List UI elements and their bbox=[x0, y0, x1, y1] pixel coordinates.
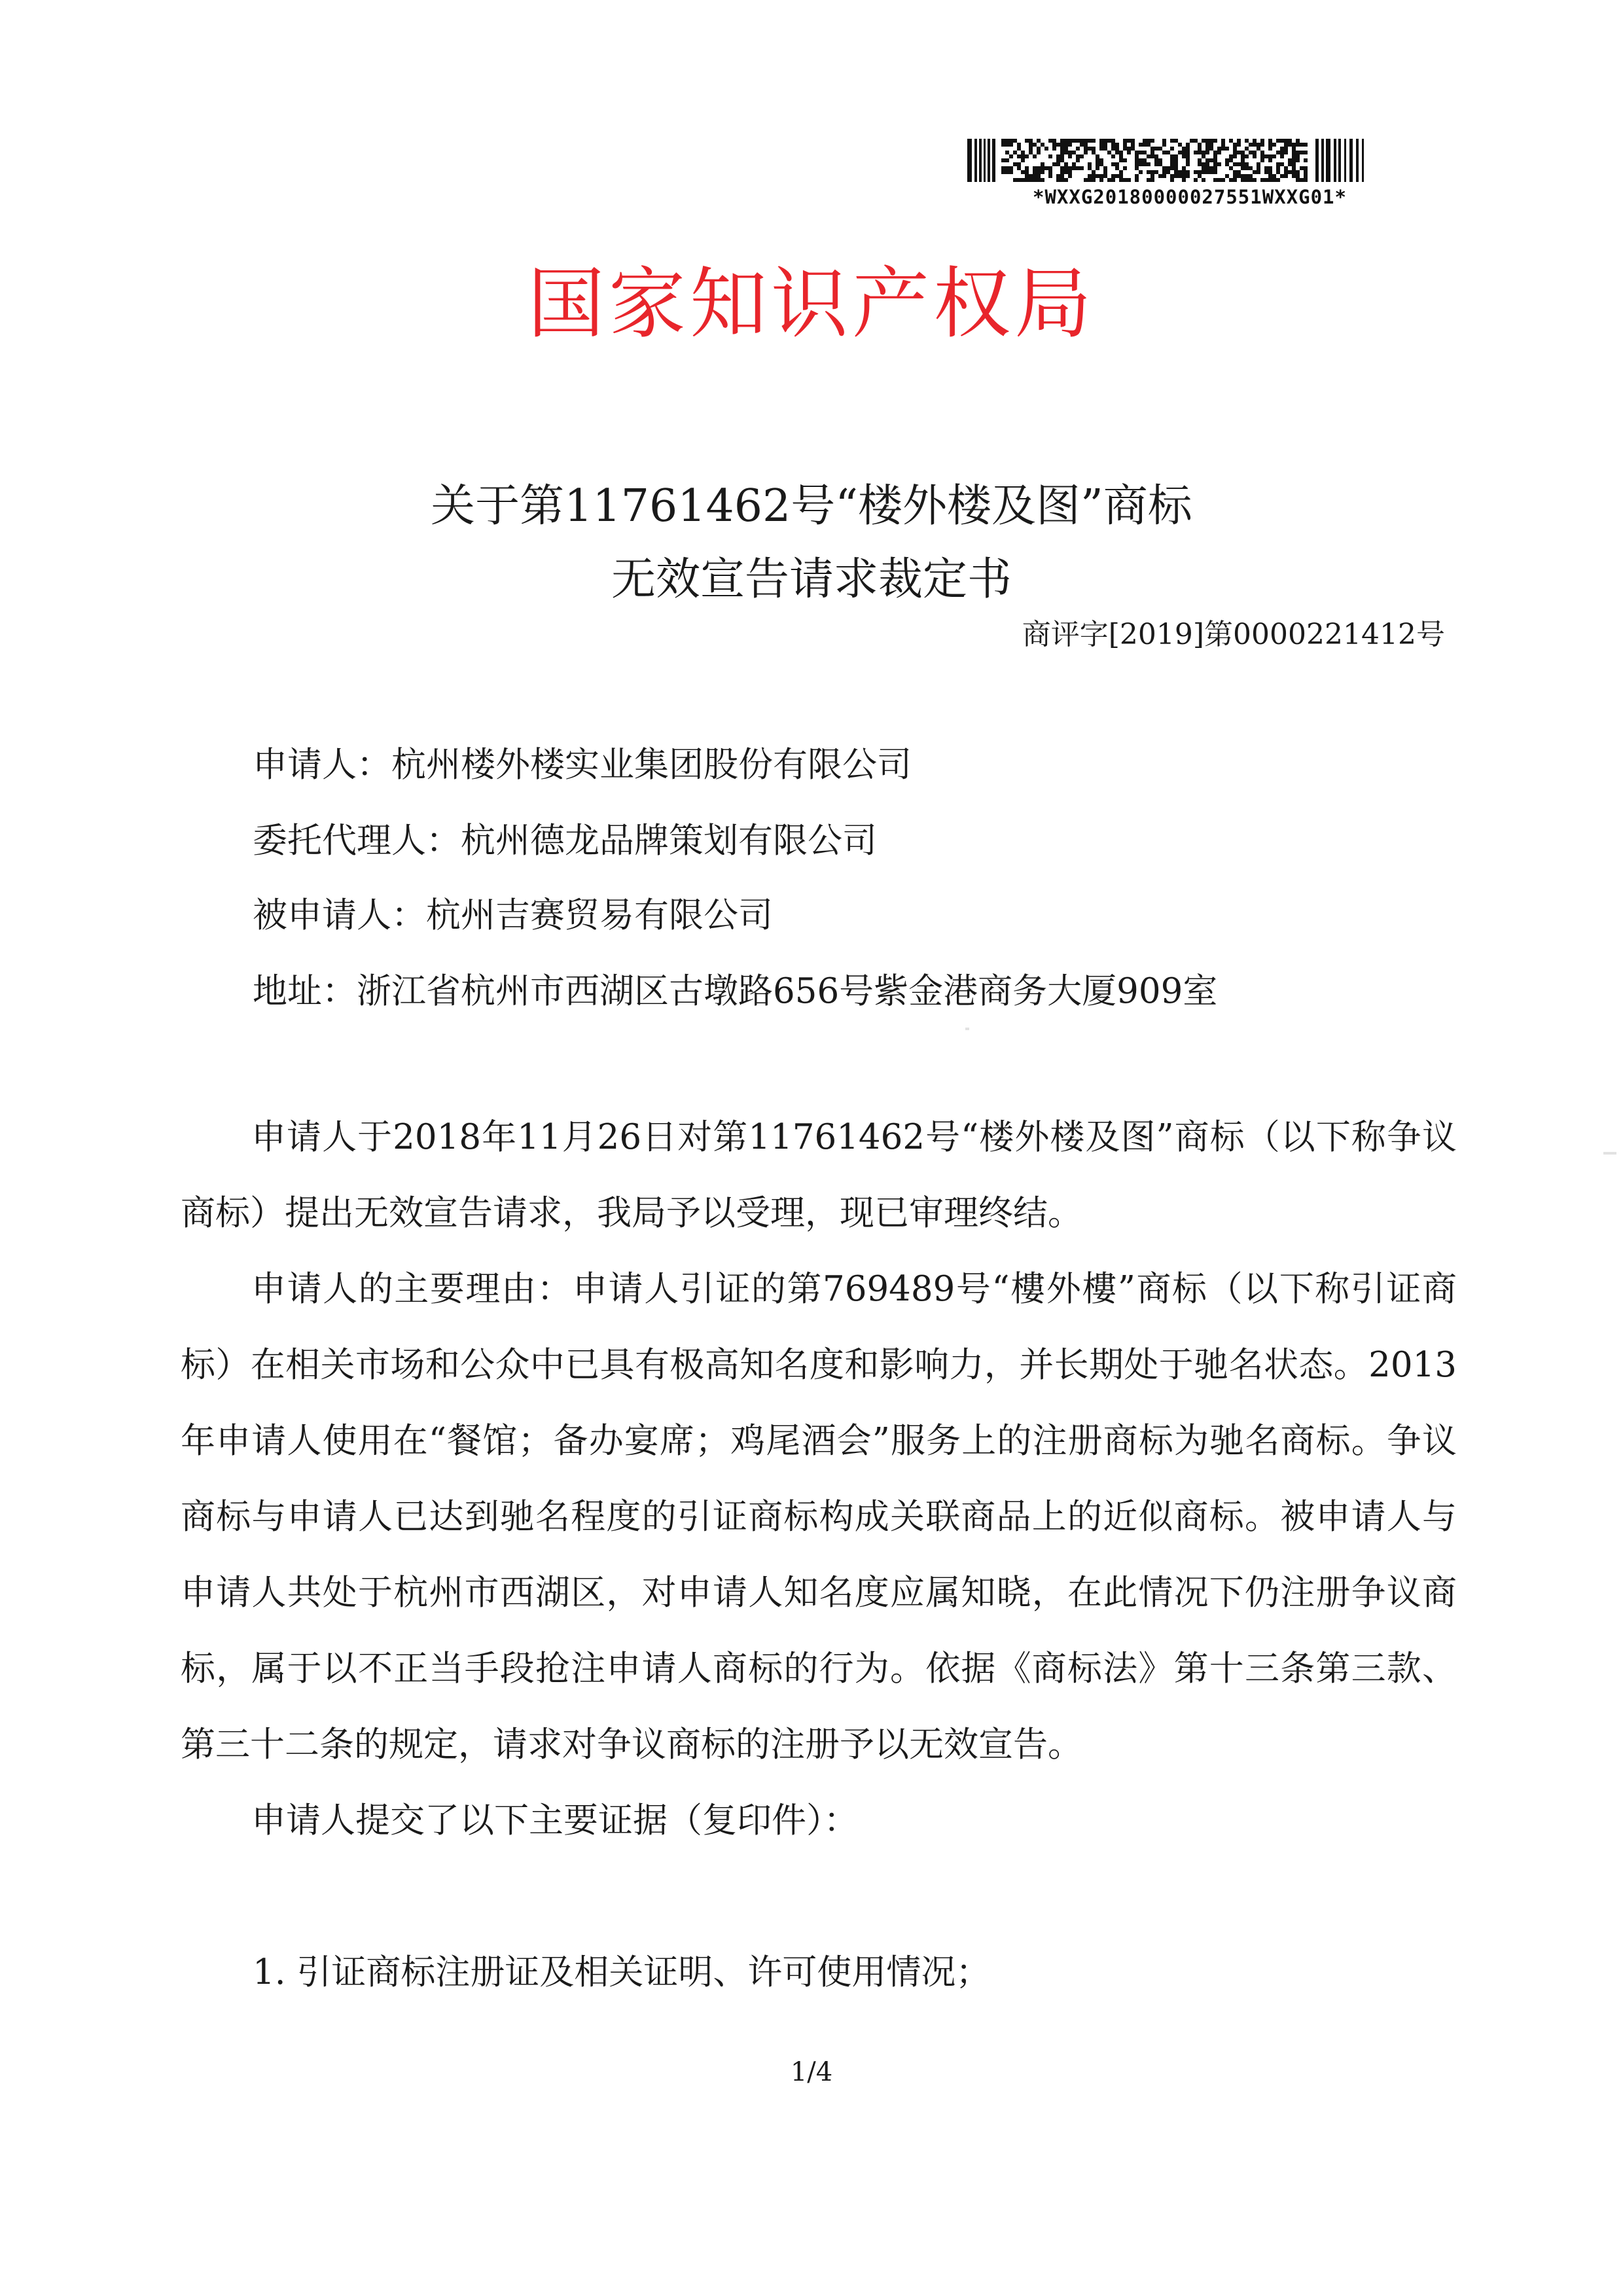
document-number: 商评字[2019]第0000221412号 bbox=[1022, 618, 1445, 651]
page-number: 1/4 bbox=[790, 2057, 833, 2087]
party-applicant: 申请人：杭州楼外楼实业集团股份有限公司 bbox=[253, 745, 912, 785]
evidence-item-1: 1. 引证商标注册证及相关证明、许可使用情况； bbox=[253, 1952, 991, 1992]
issuer-name: 国家知识产权局 bbox=[527, 259, 1096, 349]
barcode-text: *WXXG20180000027551WXXG01* bbox=[1033, 186, 1347, 208]
barcode-graphic bbox=[967, 139, 1380, 182]
document-title-line-2: 无效宣告请求裁定书 bbox=[611, 554, 1012, 605]
party-respondent: 被申请人：杭州吉赛贸易有限公司 bbox=[253, 895, 773, 935]
body-paragraph-1: 申请人于2018年11月26日对第11761462号“楼外楼及图”商标（以下称争议商标）提出无效宣告请求，我局予以受理，现已审理终结。 bbox=[181, 1117, 1457, 1233]
scan-artifact bbox=[1603, 1152, 1616, 1155]
body-paragraph-3: 申请人提交了以下主要证据（复印件）： bbox=[251, 1801, 859, 1840]
document-barcode bbox=[967, 139, 1399, 217]
document-title-line-1: 关于第11761462号“楼外楼及图”商标 bbox=[431, 480, 1192, 532]
party-address: 地址：浙江省杭州市西湖区古墩路656号紫金港商务大厦909室 bbox=[253, 971, 1218, 1011]
body-paragraph-2: 申请人的主要理由：申请人引证的第769489号“樓外樓”商标（以下称引证商标）在相关市场和公众中已具有极高知名度和影响力，并长期处于驰名状态。2013年申请人使用在“餐馆；备办宴席；鸡尾酒会”服务上的注册商标为驰名商标。争议商标与申请人已达到驰名程度的引证商标构成关联商品上的近似商标。被申请人与申请人共处于杭州市西湖区，对申请人知名度应属知晓，在此情况下仍注册争议商标，属于以不正当手段抢注申请人商标的行为。依据《商标法》第十三条第三款、第三十二条的规定，请求对争议商标的注册予以无效宣告。 bbox=[181, 1269, 1457, 1765]
scan-artifact bbox=[965, 1028, 969, 1030]
party-agent: 委托代理人：杭州德龙品牌策划有限公司 bbox=[253, 821, 877, 861]
